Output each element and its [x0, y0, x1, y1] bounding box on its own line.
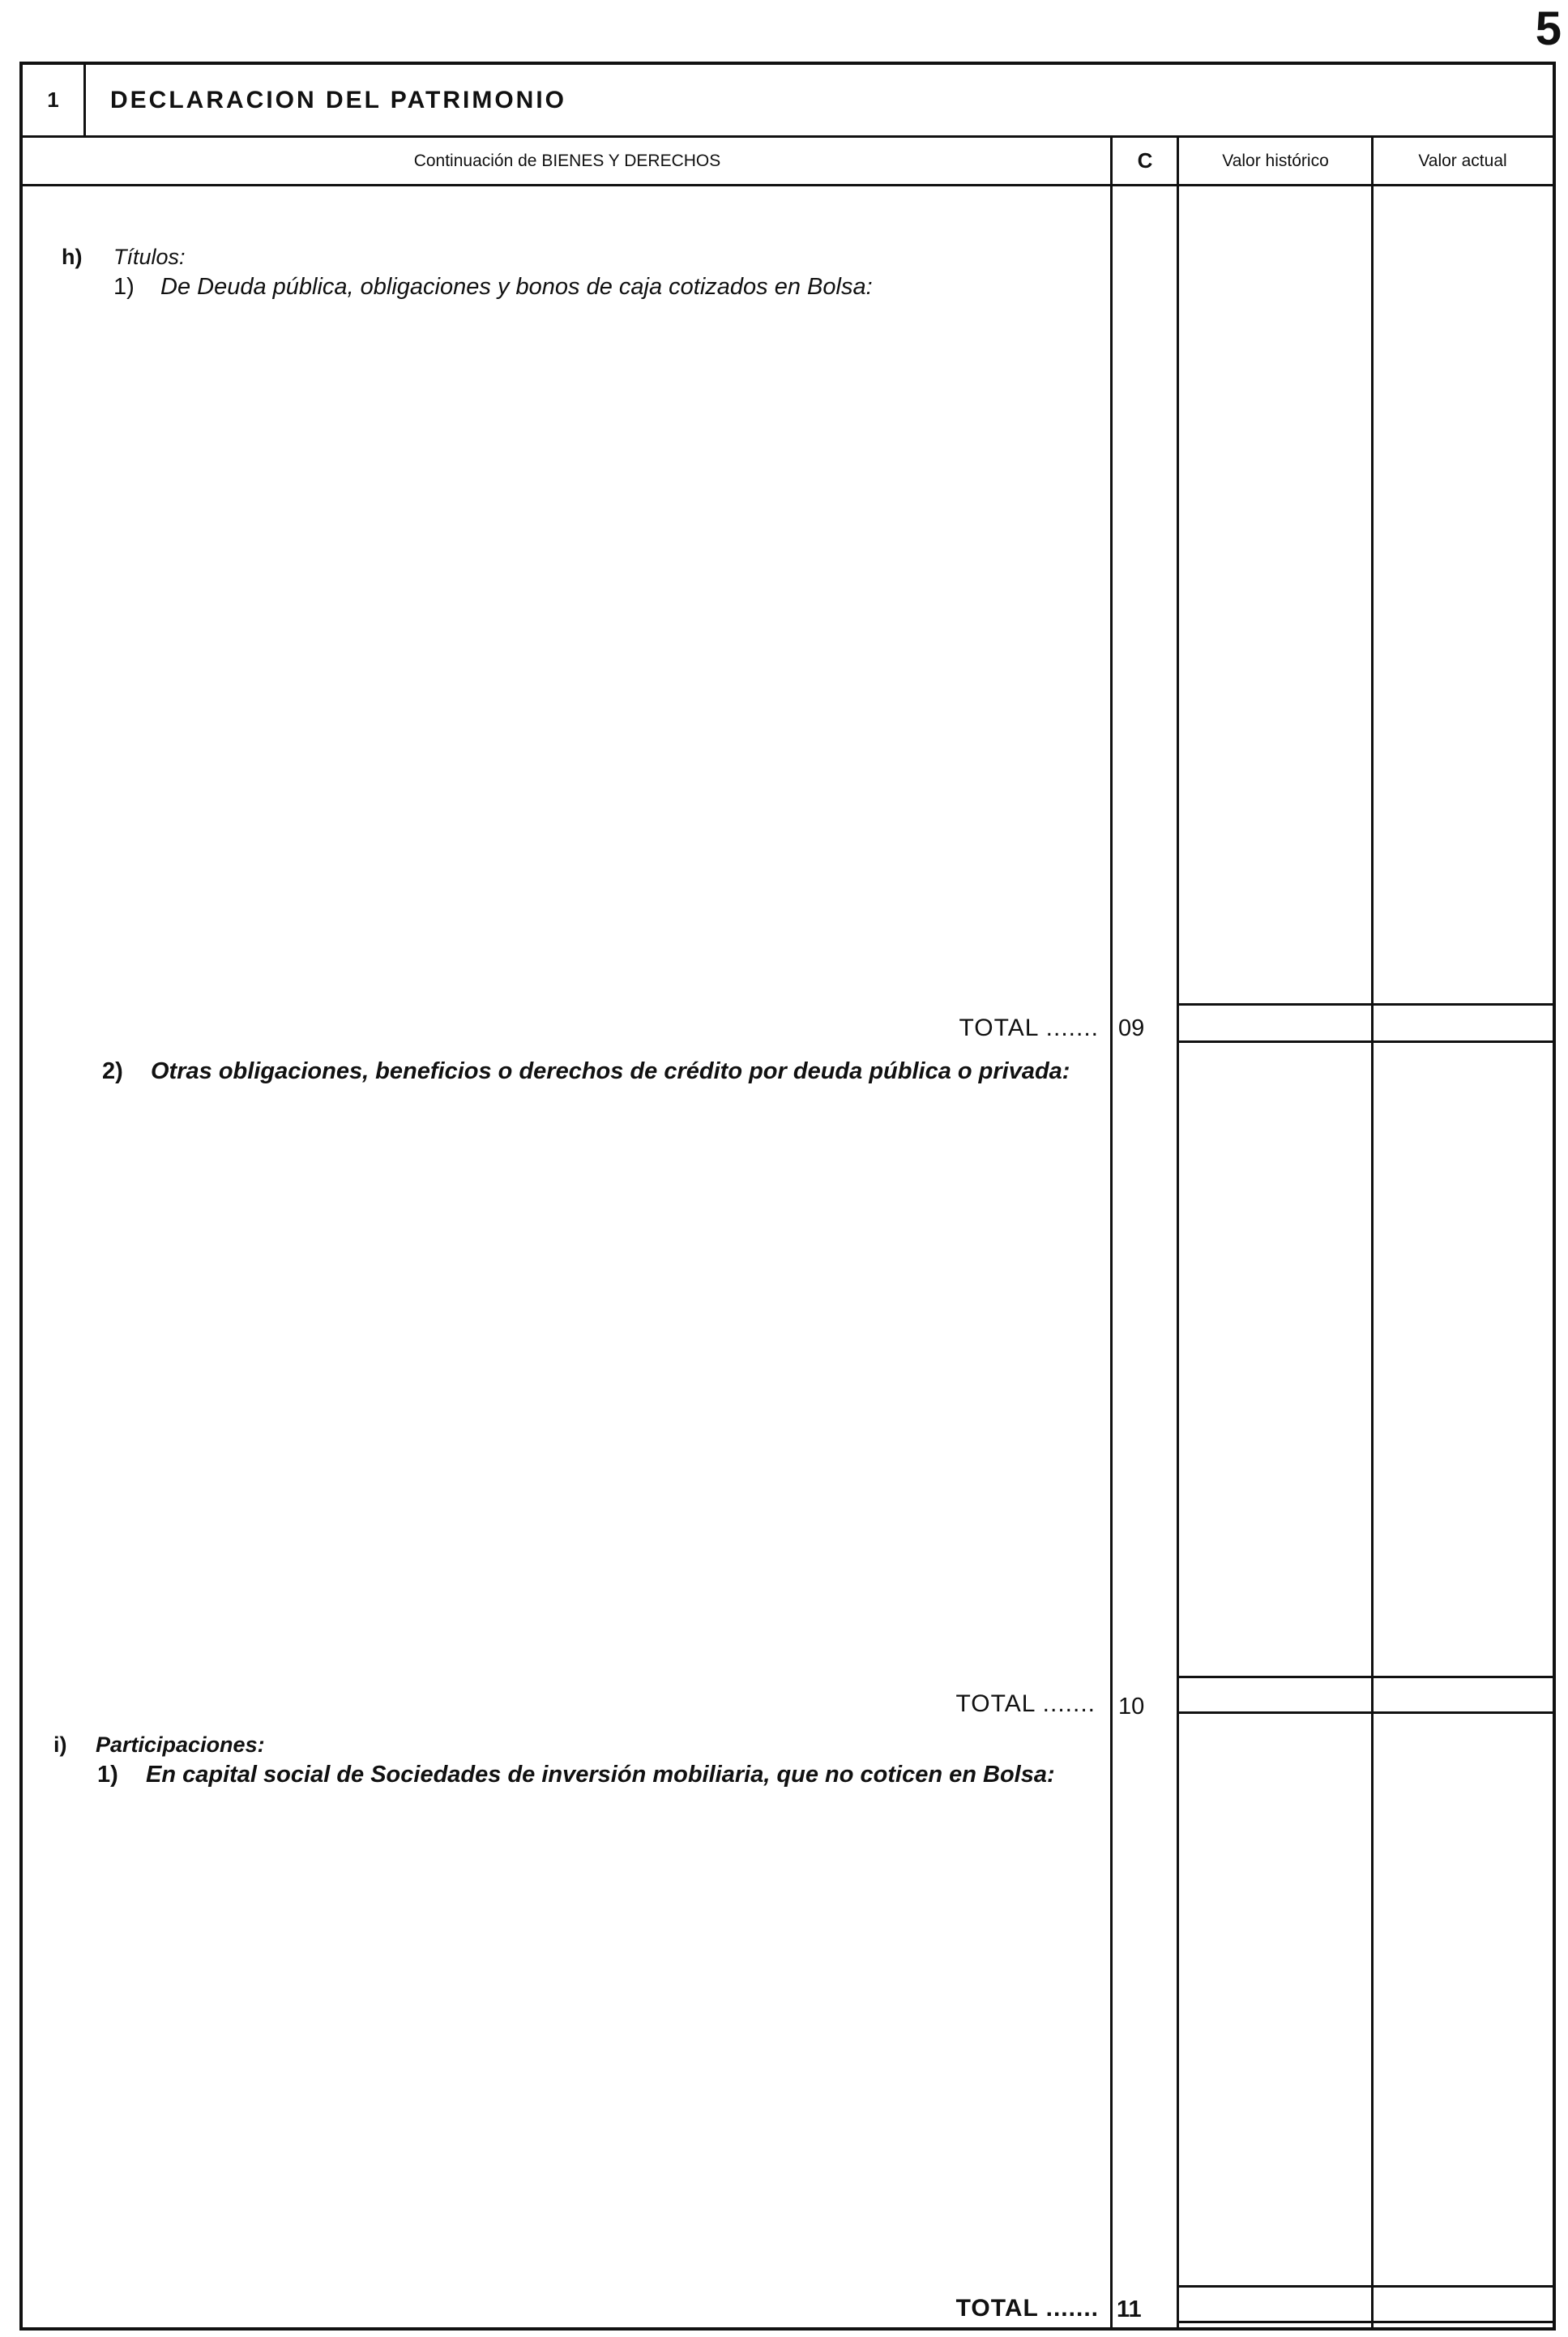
section-h-marker: h) [62, 245, 83, 269]
total-09-line-top-historic [1178, 1003, 1371, 1006]
column-divider-code-right [1177, 138, 1179, 2327]
total-11-line-top-current [1374, 2285, 1553, 2288]
section-i-title: Participaciones: [96, 1732, 265, 1757]
section-header [23, 65, 1553, 138]
total-10-line-top-historic [1178, 1676, 1371, 1678]
column-header-description: Continuación de BIENES Y DERECHOS [413, 151, 721, 170]
total-09-line-bottom-current [1374, 1040, 1553, 1043]
column-divider-values [1371, 138, 1374, 2327]
item-h2-marker: 2) [102, 1058, 123, 1084]
declaration-form [19, 62, 1556, 2331]
section-title: DECLARACION DEL PATRIMONIO [110, 86, 566, 113]
column-divider-code-left [1110, 138, 1113, 2327]
total-10-label: TOTAL ....... [955, 1690, 1096, 1717]
item-h1-marker: 1) [113, 274, 135, 300]
total-11-line-bottom-current [1374, 2321, 1553, 2323]
total-09-line-top-current [1374, 1003, 1553, 1006]
column-header-row [23, 138, 1553, 186]
section-i-marker: i) [53, 1732, 67, 1757]
section-number: 1 [23, 65, 86, 135]
total-10-code: 10 [1118, 1694, 1145, 1720]
total-11-code: 11 [1117, 2296, 1142, 2322]
column-header-current-value: Valor actual [1418, 151, 1507, 170]
item-h2-text: Otras obligaciones, beneficios o derechos de crédito por deuda pública o privada: [151, 1058, 1070, 1084]
total-10-line-bottom-current [1374, 1711, 1553, 1714]
item-h1-text: De Deuda pública, obligaciones y bonos de caja cotizados en Bolsa: [160, 274, 873, 300]
total-10-line-bottom-historic [1178, 1711, 1371, 1714]
total-10-line-top-current [1374, 1676, 1553, 1678]
total-11-line-top-historic [1178, 2285, 1371, 2288]
section-h-title: Títulos: [113, 245, 186, 269]
column-header-code: C [1137, 148, 1153, 173]
total-09-line-bottom-historic [1178, 1040, 1371, 1043]
item-i1-marker: 1) [97, 1762, 118, 1788]
total-09-label: TOTAL ....... [959, 1015, 1099, 1041]
total-09-code: 09 [1118, 1015, 1145, 1041]
page-number: 5 [1535, 2, 1562, 55]
total-11-label: TOTAL ....... [955, 2295, 1099, 2322]
item-i1-text: En capital social de Sociedades de inversión mobiliaria, que no coticen en Bolsa: [146, 1762, 1055, 1788]
total-11-line-bottom-historic [1178, 2321, 1371, 2323]
column-header-historic-value: Valor histórico [1222, 151, 1329, 170]
